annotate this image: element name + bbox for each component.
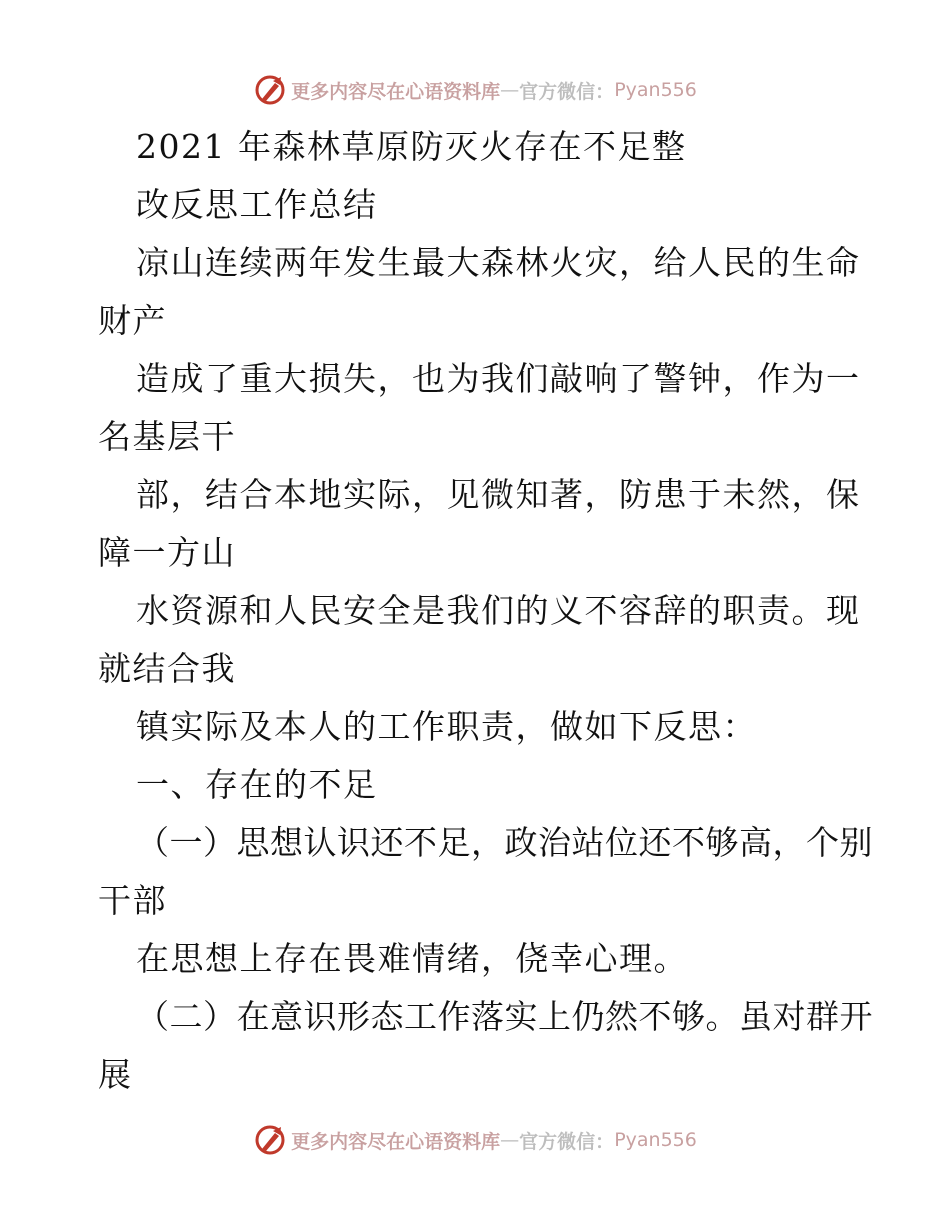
banner-wechat-id: Pyan556 bbox=[614, 1129, 697, 1151]
doc-line: （二）在意识形态工作落实上仍然不够。虽对群开 bbox=[136, 997, 873, 1036]
doc-line: 凉山连续两年发生最大森林火灾，给人民的生命 bbox=[136, 243, 861, 282]
doc-line: （一）思想认识还不足，政治站位还不够高，个别 bbox=[136, 823, 873, 862]
logo-icon bbox=[253, 73, 287, 107]
doc-line: 在思想上存在畏难情绪，侥幸心理。 bbox=[136, 939, 688, 978]
doc-line: 镇实际及本人的工作职责，做如下反思： bbox=[136, 707, 757, 746]
banner-wechat-id: Pyan556 bbox=[614, 79, 697, 101]
doc-line: 就结合我 bbox=[98, 649, 236, 688]
doc-line: 展 bbox=[98, 1055, 133, 1094]
doc-line: 障一方山 bbox=[98, 533, 236, 572]
banner-wechat-label: 官方微信： bbox=[519, 1130, 615, 1153]
doc-line: 名基层干 bbox=[98, 417, 236, 456]
banner-text: 更多内容尽在心语资料库 bbox=[291, 80, 501, 103]
banner-wechat-label: 官方微信： bbox=[519, 80, 615, 103]
footer-banner bbox=[0, 1120, 950, 1160]
doc-title-line-2: 改反思工作总结 bbox=[136, 185, 378, 224]
logo-icon bbox=[253, 1123, 287, 1157]
doc-line: 部，结合本地实际，见微知著，防患于未然，保 bbox=[136, 475, 861, 514]
banner-separator: — bbox=[500, 79, 520, 101]
doc-line: 干部 bbox=[98, 881, 167, 920]
doc-line: 水资源和人民安全是我们的义不容辞的职责。现 bbox=[136, 591, 861, 630]
section-heading: 一、存在的不足 bbox=[136, 765, 378, 804]
banner-separator: — bbox=[500, 1129, 520, 1151]
doc-line: 财产 bbox=[98, 301, 167, 340]
banner-text: 更多内容尽在心语资料库 bbox=[291, 1130, 501, 1153]
header-banner bbox=[0, 70, 950, 110]
doc-title-line-1: 2021 年森林草原防灭火存在不足整 bbox=[136, 127, 687, 166]
doc-line: 造成了重大损失，也为我们敲响了警钟，作为一 bbox=[136, 359, 861, 398]
